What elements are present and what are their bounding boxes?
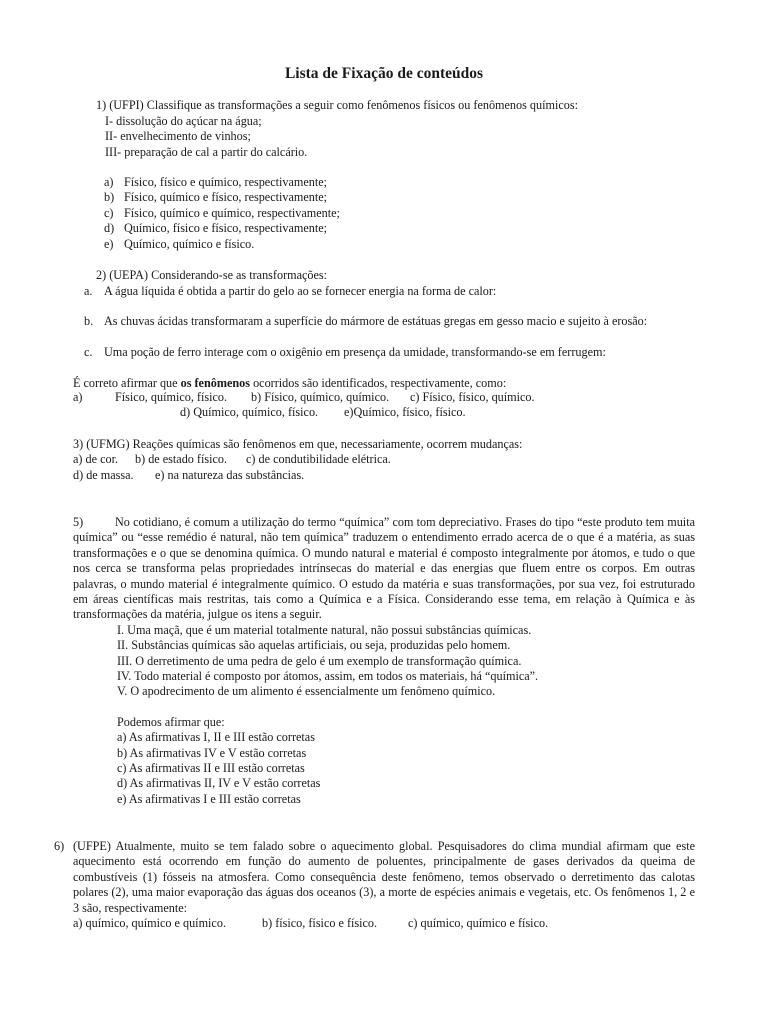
q2-option-c: c) Físico, físico, químico. — [410, 390, 535, 404]
q5-option: b) As afirmativas IV e V estão corretas — [117, 746, 307, 760]
q5-option: a) As afirmativas I, II e III estão corretas — [117, 730, 315, 744]
q3-option-c: c) de condutibilidade elétrica. — [246, 452, 391, 466]
q2-option-e: e)Químico, físico, físico. — [344, 405, 466, 419]
q2-item-letter: c. — [84, 345, 93, 359]
q3-option-b: b) de estado físico. — [135, 452, 228, 466]
q1-option-text: Físico, químico e físico, respectivamente; — [124, 190, 328, 204]
q5-item: IV. Todo material é composto por átomos, assim, em todos os materiais, há “química”. — [117, 669, 539, 683]
q1-option-letter: e) — [104, 237, 114, 251]
q5-item: II. Substâncias químicas são aquelas artificiais, ou seja, produzidas pelo homem. — [117, 638, 511, 652]
q6-number: 6) — [54, 839, 65, 853]
q2-option-letter: a) — [73, 390, 83, 404]
q2-statement-bold: os fenômenos — [180, 376, 251, 390]
q1-option-text: Químico, físico e físico, respectivamente; — [124, 221, 328, 235]
q2-statement-pre: É correto afirmar que — [73, 376, 181, 390]
q3-option-a: a) de cor. — [73, 452, 119, 466]
q5-item: V. O apodrecimento de um alimento é essencialmente um fenômeno químico. — [117, 684, 496, 698]
q1-option-letter: b) — [104, 190, 115, 204]
q6-option-b: b) físico, físico e físico. — [262, 916, 378, 930]
q5-item: III. O derretimento de uma pedra de gelo é um exemplo de transformação química. — [117, 654, 522, 668]
q5-lead: Podemos afirmar que: — [117, 715, 225, 729]
q5-option: c) As afirmativas II e III estão corretas — [117, 761, 305, 775]
q2-item-letter: b. — [84, 314, 94, 328]
q1-item: II- envelhecimento de vinhos; — [105, 129, 251, 143]
q2-option-b: b) Físico, químico, químico. — [251, 390, 390, 404]
q5-option: e) As afirmativas I e III estão corretas — [117, 792, 301, 806]
q1-item: III- preparação de cal a partir do calcário. — [105, 145, 308, 159]
q2-prompt: 2) (UEPA) Considerando-se as transformações: — [96, 268, 328, 282]
q6-paragraph: (UFPE) Atualmente, muito se tem falado sobre o aquecimento global. Pesquisadores do clima mundial afirmam que este aquecimento está ocorrendo em função do aumento de poluentes, principalmente de gases derivados da queima de combustíveis (1) fósseis na atmosfera. Como consequência deste fenômeno, temos observado o derretimento das calotas polares (2), uma maior evaporação das águas dos oceanos (3), a morte de espécies animais e vegetais, etc. Os fenômenos 1, 2 e 3 são, respectivamente: — [73, 839, 695, 915]
q2-option-d: d) Químico, químico, físico. — [180, 405, 319, 419]
q2-option-a: Físico, químico, físico. — [115, 390, 228, 404]
q1-item: I- dissolução do açúcar na água; — [105, 114, 262, 128]
q5-option: d) As afirmativas II, IV e V estão corretas — [117, 776, 321, 790]
q3-option-d: d) de massa. — [73, 468, 134, 482]
q1-prompt: 1) (UFPI) Classifique as transformações a seguir como fenômenos físicos ou fenômenos químicos: — [96, 98, 578, 112]
q5-item: I. Uma maçã, que é um material totalmente natural, não possui substâncias químicas. — [117, 623, 532, 637]
q6-option-a: a) químico, químico e químico. — [73, 916, 226, 930]
q6-option-c: c) químico, químico e físico. — [408, 916, 549, 930]
q1-option-text: Químico, químico e físico. — [124, 237, 255, 251]
q3-option-e: e) na natureza das substâncias. — [155, 468, 305, 482]
q1-option-letter: c) — [104, 206, 114, 220]
q3-prompt: 3) (UFMG) Reações químicas são fenômenos em que, necessariamente, ocorrem mudanças: — [73, 437, 523, 451]
q5-paragraph: No cotidiano, é comum a utilização do termo “química” com tom depreciativo. Frases do tipo “este produto tem muita química” ou “esse remédio é natural, não tem química” traduzem o entendimento errado acerca de o que é a matéria, as suas transformações e o que se denomina química. O mundo natural e material é composto integralmente por átomos, e tudo o que nos cerca se transforma pelas propriedades intrínsecas do material e das energias que fluem entre os corpos. Em outras palavras, o mundo material é integralmente químico. O estudo da matéria e suas transformações, por sua vez, foi estruturado em áreas científicas mais restritas, tais como a Química e a Física. Considerando esse tema, em relação à Química e às transformações da matéria, julgue os itens a seguir. — [73, 515, 695, 622]
q2-statement-post: ocorridos são identificados, respectivamente, como: — [250, 376, 507, 390]
q1-option-text: Físico, químico e químico, respectivamente; — [124, 206, 340, 220]
q1-option-letter: a) — [104, 175, 114, 189]
q2-item-text: Uma poção de ferro interage com o oxigênio em presença da umidade, transformando-se em ferrugem: — [104, 345, 606, 359]
q5-number: 5) — [73, 515, 84, 529]
page-title: Lista de Fixação de conteúdos — [284, 65, 484, 82]
q1-option-text: Físico, físico e químico, respectivamente; — [124, 175, 328, 189]
q2-item-text: A água líquida é obtida a partir do gelo ao se fornecer energia na forma de calor: — [104, 284, 497, 298]
q2-item-letter: a. — [84, 284, 93, 298]
q2-item-text: As chuvas ácidas transformaram a superfície do mármore de estátuas gregas em gesso macio e sujeito à erosão: — [104, 314, 648, 328]
q1-option-letter: d) — [104, 221, 115, 235]
